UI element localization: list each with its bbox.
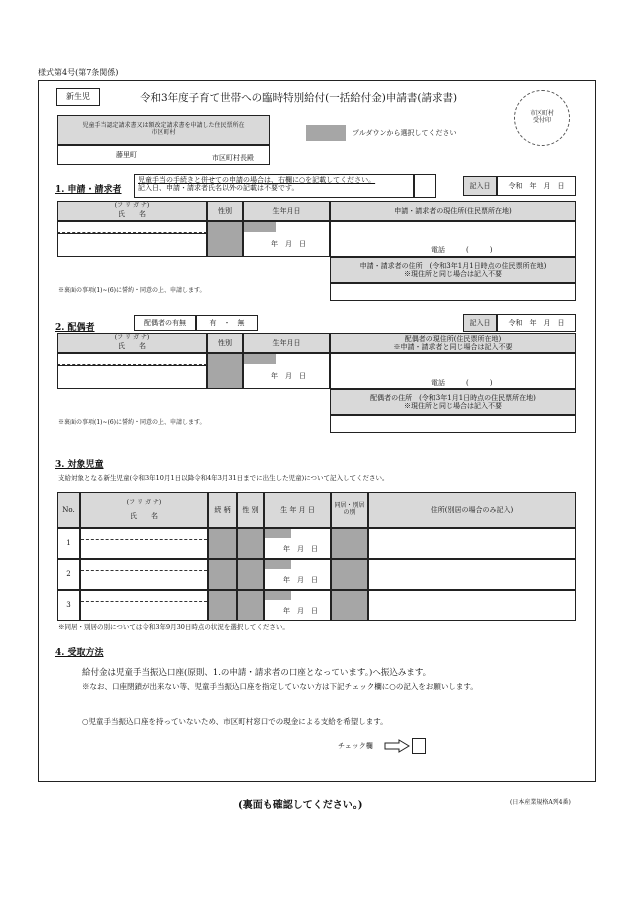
s3-row1-no: 1 [57, 528, 80, 559]
section1-date-label: 記入日 [463, 176, 497, 196]
page-title: 令和3年度子育て世帯への臨時特別給付(一括給付金)申請書(請求書) [140, 92, 458, 104]
s3-col-name-label: 氏 名 [130, 511, 158, 520]
s1-address-r3-input[interactable] [330, 283, 576, 301]
s4-line2: ※なお、口座閉鎖が出来ない等、児童手当振込口座を指定していない方は下記チェック欄に○の記入をお願いします。 [82, 682, 478, 691]
s3-row1-name[interactable] [80, 528, 208, 559]
section3-intro: 支給対象となる新生児童(令和3年10月1日以降令和4年3月31日までに出生した児童)について記入してください。 [58, 474, 389, 482]
s1-consent: ※裏面の事項(1)~(6)に誓約・同意の上、申請します。 [58, 287, 206, 294]
s3-row3-relation[interactable] [208, 590, 237, 621]
s2-birth-header: 生年月日 [243, 333, 330, 353]
section3-heading: 3. 対象児童 [55, 460, 104, 470]
s1-ymd: 年 月 日 [271, 240, 306, 248]
s3-row3-gender[interactable] [237, 590, 264, 621]
s2-phone: 電話 ( ) [431, 379, 493, 387]
section1-note [134, 174, 414, 198]
stamp-line2: 受付印 [532, 117, 551, 124]
s2-gender-select[interactable] [207, 353, 243, 389]
paper-size: (日本産業規格A列4番) [510, 799, 571, 806]
s2-address-r3-label: 配偶者の住所 (令和3年1月1日時点の住民票所在地) [370, 393, 536, 402]
section2-heading: 2. 配偶者 [55, 323, 95, 333]
s1-name-label: 氏 名 [118, 210, 146, 219]
s1-address-r3-label: 申請・請求者の住所 (令和3年1月1日時点の住民票所在地) [359, 261, 547, 270]
s1-birth-input[interactable] [243, 221, 330, 257]
s2-name-label: 氏 名 [118, 342, 146, 351]
s3-row3-cohab[interactable] [331, 590, 368, 621]
s1-name-header [57, 201, 207, 221]
s2-date-value[interactable]: 令和 年 月 日 [497, 314, 576, 332]
stamp-line1: 市区町村 [529, 110, 554, 118]
s2-address-label: 配偶者の現住所(住民票所在地) [404, 334, 502, 343]
section4-heading: 4. 受取方法 [55, 648, 104, 658]
s1-address-r3-header [330, 257, 576, 283]
s2-furigana-input[interactable] [57, 353, 207, 365]
s2-address-input[interactable] [330, 353, 576, 389]
s3-row1-cohab[interactable] [331, 528, 368, 559]
s3-col-gender: 性 別 [237, 492, 264, 528]
s3-col-cohab: 同居・別居の別 [331, 492, 368, 528]
s2-ymd: 年 月 日 [271, 372, 306, 380]
s3-row1-address[interactable] [368, 528, 576, 559]
s3-col-furigana: (フ リ ガ ナ) [126, 498, 162, 506]
s3-row2-birth[interactable] [264, 559, 331, 590]
s3-row1-ymd: 年 月 日 [283, 545, 318, 553]
arrow-right-icon [384, 739, 410, 753]
s3-row2-ymd: 年 月 日 [283, 576, 318, 584]
newborn-badge: 新生児 [56, 88, 100, 106]
s3-row1-era[interactable] [265, 529, 291, 538]
s4-check-label: チェック欄 [338, 742, 373, 750]
s1-era-select[interactable] [244, 222, 276, 232]
s1-address-input[interactable] [330, 221, 576, 257]
municipality-label-line1: 児童手当認定請求書又は額改定請求書を申請した住民票所在 [82, 122, 245, 130]
s2-birth-input[interactable] [243, 353, 330, 389]
s2-gender-header: 性別 [207, 333, 243, 353]
s1-birth-header: 生年月日 [243, 201, 330, 221]
municipality-label-line2: 市区町村 [151, 129, 176, 136]
s2-yes-no[interactable]: 有 ・ 無 [196, 315, 258, 331]
section1-note1: 児童手当の手続きと併せての申請の場合は、右欄に○を記載してください。 [138, 176, 376, 184]
s3-row2-gender[interactable] [237, 559, 264, 590]
s2-address-r3-header [330, 389, 576, 415]
s2-era-select[interactable] [244, 354, 276, 364]
s3-row1-relation[interactable] [208, 528, 237, 559]
municipality-field[interactable] [57, 145, 270, 165]
back-note: (裏面も確認してください。) [238, 800, 363, 811]
s2-name-header [57, 333, 207, 353]
section1-mark-box[interactable] [414, 174, 436, 198]
s3-col-relation: 続 柄 [208, 492, 237, 528]
s2-address-r3-input[interactable] [330, 415, 576, 433]
s3-row2-address[interactable] [368, 559, 576, 590]
dropdown-hint: プルダウンから選択してください [352, 129, 457, 137]
s3-footnote: ※同居・別居の別については令和3年9月30日時点の状況を選択してください。 [58, 623, 289, 631]
s3-row2-relation[interactable] [208, 559, 237, 590]
s3-row3-name[interactable] [80, 590, 208, 621]
s2-address-r3-note: ※現住所と同じ場合は記入不要 [404, 402, 502, 410]
s2-date-label: 記入日 [463, 314, 497, 332]
s1-address-r3-note: ※現住所と同じ場合は記入不要 [404, 270, 502, 278]
s3-row3-era[interactable] [265, 591, 291, 600]
form-number: 様式第4号(第7条関係) [38, 68, 119, 77]
s1-gender-header: 性別 [207, 201, 243, 221]
s2-address-header [330, 333, 576, 353]
s3-row3-no: 3 [57, 590, 80, 621]
section1-date-value[interactable]: 令和 年 月 日 [497, 176, 576, 196]
s2-consent: ※裏面の事項(1)~(6)に誓約・同意の上、申請します。 [58, 419, 206, 426]
s3-row1-birth[interactable] [264, 528, 331, 559]
municipality-name: 藤里町 [116, 151, 137, 159]
municipality-label [57, 115, 270, 145]
s3-row2-era[interactable] [265, 560, 291, 569]
s2-furigana-label: (フ リ ガ ナ) [114, 334, 150, 342]
s2-address-note: ※申請・請求者と同じ場合は記入不要 [393, 343, 513, 351]
s1-phone: 電話 ( ) [431, 246, 493, 254]
reception-stamp [514, 90, 570, 146]
s1-furigana-input[interactable] [57, 221, 207, 233]
s3-col-name [80, 492, 208, 528]
s2-name-input[interactable] [57, 365, 207, 389]
dropdown-swatch[interactable] [306, 125, 346, 141]
s4-line3: ○児童手当振込口座を持っていないため、市区町村窓口での現金による支給を希望します。 [82, 717, 388, 726]
s3-row2-no: 2 [57, 559, 80, 590]
s1-address-header: 申請・請求者の現住所(住民票所在地) [330, 201, 576, 221]
s3-row2-cohab[interactable] [331, 559, 368, 590]
s4-check-box[interactable] [412, 738, 426, 754]
municipality-suffix: 市区町村長殿 [212, 154, 254, 162]
s3-row3-birth[interactable] [264, 590, 331, 621]
s3-row2-name[interactable] [80, 559, 208, 590]
s1-name-input[interactable] [57, 233, 207, 257]
section1-heading: 1. 申請・請求者 [55, 185, 122, 195]
s1-gender-select[interactable] [207, 221, 243, 257]
s3-col-address: 住所(別居の場合のみ記入) [368, 492, 576, 528]
section1-note2: 記入日、申請・請求者氏名以外の記載は不要です。 [138, 184, 299, 193]
s3-col-no: No. [57, 492, 80, 528]
s3-row1-gender[interactable] [237, 528, 264, 559]
s3-col-birth: 生 年 月 日 [264, 492, 331, 528]
s2-has-spouse-label: 配偶者の有無 [134, 315, 196, 331]
s1-furigana-label: (フ リ ガ ナ) [114, 202, 150, 210]
s3-row3-address[interactable] [368, 590, 576, 621]
s4-line1: 給付金は児童手当振込口座(原則、1.の申請・請求者の口座となっています。)へ振込みます。 [82, 668, 432, 678]
s3-row3-ymd: 年 月 日 [283, 607, 318, 615]
